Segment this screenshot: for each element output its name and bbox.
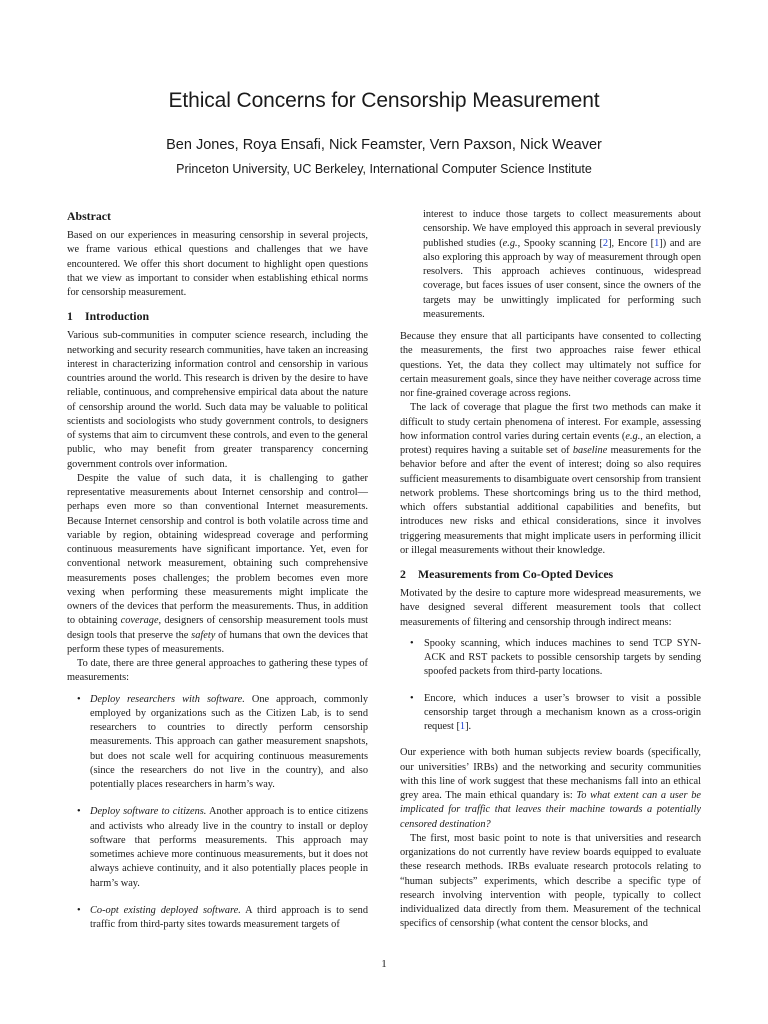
intro-paragraph-1: Various sub-communities in computer science research, including the networking and security research communities, have taken an increasing interest in characterizing information control and censorship in various countries around the world. This research is driven by the desire to have reliable, continuous, and comprehensive empirical data about the nature of censorship around the world. Such data may be valuable to political scientists and sociologists who study government controls, to designers of systems that aim to circumvent these controls, and even to the general public, who may benefit from greater transparency concerning government controls over information.	[67, 330, 368, 470]
text-run: ].	[465, 721, 472, 732]
text-run: , designers of censorship measurement tools must design tools that preserve the	[67, 615, 368, 641]
section-1-heading	[67, 308, 368, 324]
tool-list	[400, 637, 701, 735]
right-column	[400, 208, 701, 932]
text-run: interest to induce those targets to collect measurements about censorship. We have employed this approach in several previously published studies (	[423, 209, 701, 249]
section-title: Introduction	[85, 309, 150, 324]
text-run: Despite the value of such data, it is challenging to gather representative measurements about Internet censorship and control—perhaps even more so than conventional Internet measurements. Because Internet censorship and control is both volatile across time and variable by region, obtaining widespread coverage and performing continuous measurements have significant importance. Yet, even for conventional network measurement, obtaining such comprehensive measurements poses challenges; the problem becomes even more vexing when performing these measurements might implicate the owners of the devices that perform the measurements. Thus, in addition to obtaining	[67, 472, 368, 627]
text-run: ]) and are also exploring this approach by way of measurement through open resolvers. This approach achieves continuous, widespread coverage, but faces issues of user consent, since the owners of the targets may be unwittingly implicated for performing such measurements.	[423, 237, 702, 320]
citation-link[interactable]: 2	[602, 237, 609, 249]
emphasis-baseline: baseline	[572, 445, 608, 456]
text-run: Encore, which induces a user’s browser to visit a possible censorship target through a mechanism known as a cross-origin request [	[424, 692, 701, 732]
section-2-heading	[400, 566, 701, 582]
emphasis-coverage: coverage	[120, 615, 159, 627]
bullet-lead: Co-opt existing deployed software.	[90, 904, 241, 916]
text-run: measurements for the behavior before and after the event of interest; doing so also requires sufficient measurements to disambiguate overt censorship from transient network problems. These shortcomings bring us to the third method, which offers substantial additional capabilities and benefits, but introduces new risks and ethical considerations, since it involves triggering measurements that might implicate users in performing illicit or illegal measurements without their knowledge.	[400, 445, 701, 556]
paragraph	[400, 401, 701, 558]
paragraph	[400, 746, 701, 832]
intro-paragraph-3: To date, there are three general approaches to gathering these types of measurements:	[67, 658, 368, 684]
author-list: Ben Jones, Roya Ensafi, Nick Feamster, Vern Paxson, Nick Weaver	[166, 137, 602, 153]
list-item	[67, 693, 368, 793]
emphasis-question: To what extent can a user be implicated for traffic that leaves their machine towards a potentially censored destination?	[400, 790, 702, 830]
bullet-lead: Deploy researchers with software.	[90, 693, 245, 705]
bullet-text: Another approach is to entice citizens and activists who already live in the country to install or deploy software that performs measurements. This approach may sometimes achieve more continuous measurements, but it does not always achieve continuity, and it also potentially places people in harm’s way.	[90, 806, 368, 889]
paragraph: The first, most basic point to note is that universities and research organizations do not currently have review boards equipped to evaluate these research methods. IRBs evaluate research protocols relating to “human subjects” experiments, which describe a specific type of research involving intervention with people, typically to collect individualized data directly from them. Measurement of the technical specifics of censorship (what content the censor blocks, and	[400, 832, 701, 930]
paragraph: Because they ensure that all participants have consented to collecting the measurements, the first two approaches raise fewer ethical questions. Yet, the data they collect may ultimately not suffice for certain measurement goals, since they have neither coverage across time nor fine-grained coverage across regions.	[400, 331, 701, 399]
section-number: 2	[400, 567, 406, 581]
page-number: 1	[381, 958, 387, 970]
abstract-heading: Abstract	[67, 209, 111, 223]
bullet-text: A third approach is to send traffic from third-party sites towards measurement targets of	[90, 904, 368, 930]
list-item	[400, 692, 701, 735]
emphasis-eg: e.g.	[502, 237, 518, 249]
text-run: Our experience with both human subjects review boards (specifically, our universities’ IRBs) and the networking and security communities with this line of work suggest that these mechanisms fall into an ethical grey area. The main ethical quandary is:	[400, 747, 701, 801]
emphasis-safety: safety	[191, 629, 216, 641]
approach-list	[67, 693, 368, 933]
intro-paragraph-2	[67, 472, 368, 657]
text-run: ], Encore [	[608, 237, 655, 249]
list-item: • Spooky scanning, which induces machines to send TCP SYN-ACK and RST packets to possible censorship targets by sending spoofed packets from third-party locations.	[400, 637, 701, 680]
text-run: , Spooky scanning [	[517, 237, 603, 249]
text-run: of humans that own the devices that perform these types of measurements.	[67, 629, 368, 655]
citation-link[interactable]: 1	[459, 721, 466, 732]
abstract-text: Based on our experiences in measuring censorship in several projects, we frame various ethical questions and challenges that we have encountered. We offer this short document to highlight open questions that we view as important to consider when establishing ethical norms for censorship measurement.	[67, 230, 368, 298]
section-number: 1	[67, 309, 73, 324]
paragraph: Motivated by the desire to capture more widespread measurements, we have designed several different measurement tools that collect measurements of filtering and censorship through indirect means:	[400, 588, 701, 628]
paper-title: Ethical Concerns for Censorship Measurement	[168, 89, 600, 112]
left-column	[67, 208, 368, 945]
affiliation: Princeton University, UC Berkeley, International Computer Science Institute	[176, 162, 592, 176]
emphasis-eg: e.g.	[625, 430, 641, 442]
text-run: , an election, a protest) requires having a suitable set of	[400, 430, 701, 456]
list-item	[67, 904, 368, 933]
section-title: Measurements from Co-Opted Devices	[418, 567, 614, 581]
bullet-text: One approach, commonly employed by organizations such as the Citizen Lab, is to send researchers to countries to directly perform censorship measurements. This approach can gather measurement snapshots, but does not scale well for acquiring continuous measurements (since the researchers do not live in the country), and also potentially places researchers in harm’s way.	[90, 693, 368, 790]
citation-link[interactable]: 1	[654, 237, 660, 249]
text-run: The lack of coverage that plague the first two methods can make it difficult to study certain phenomena of interest. For example, assessing how information control varies during certain events (	[400, 402, 701, 442]
list-item	[67, 805, 368, 891]
bullet-lead: Deploy software to citizens.	[90, 806, 207, 818]
bullet-continuation	[400, 208, 701, 322]
